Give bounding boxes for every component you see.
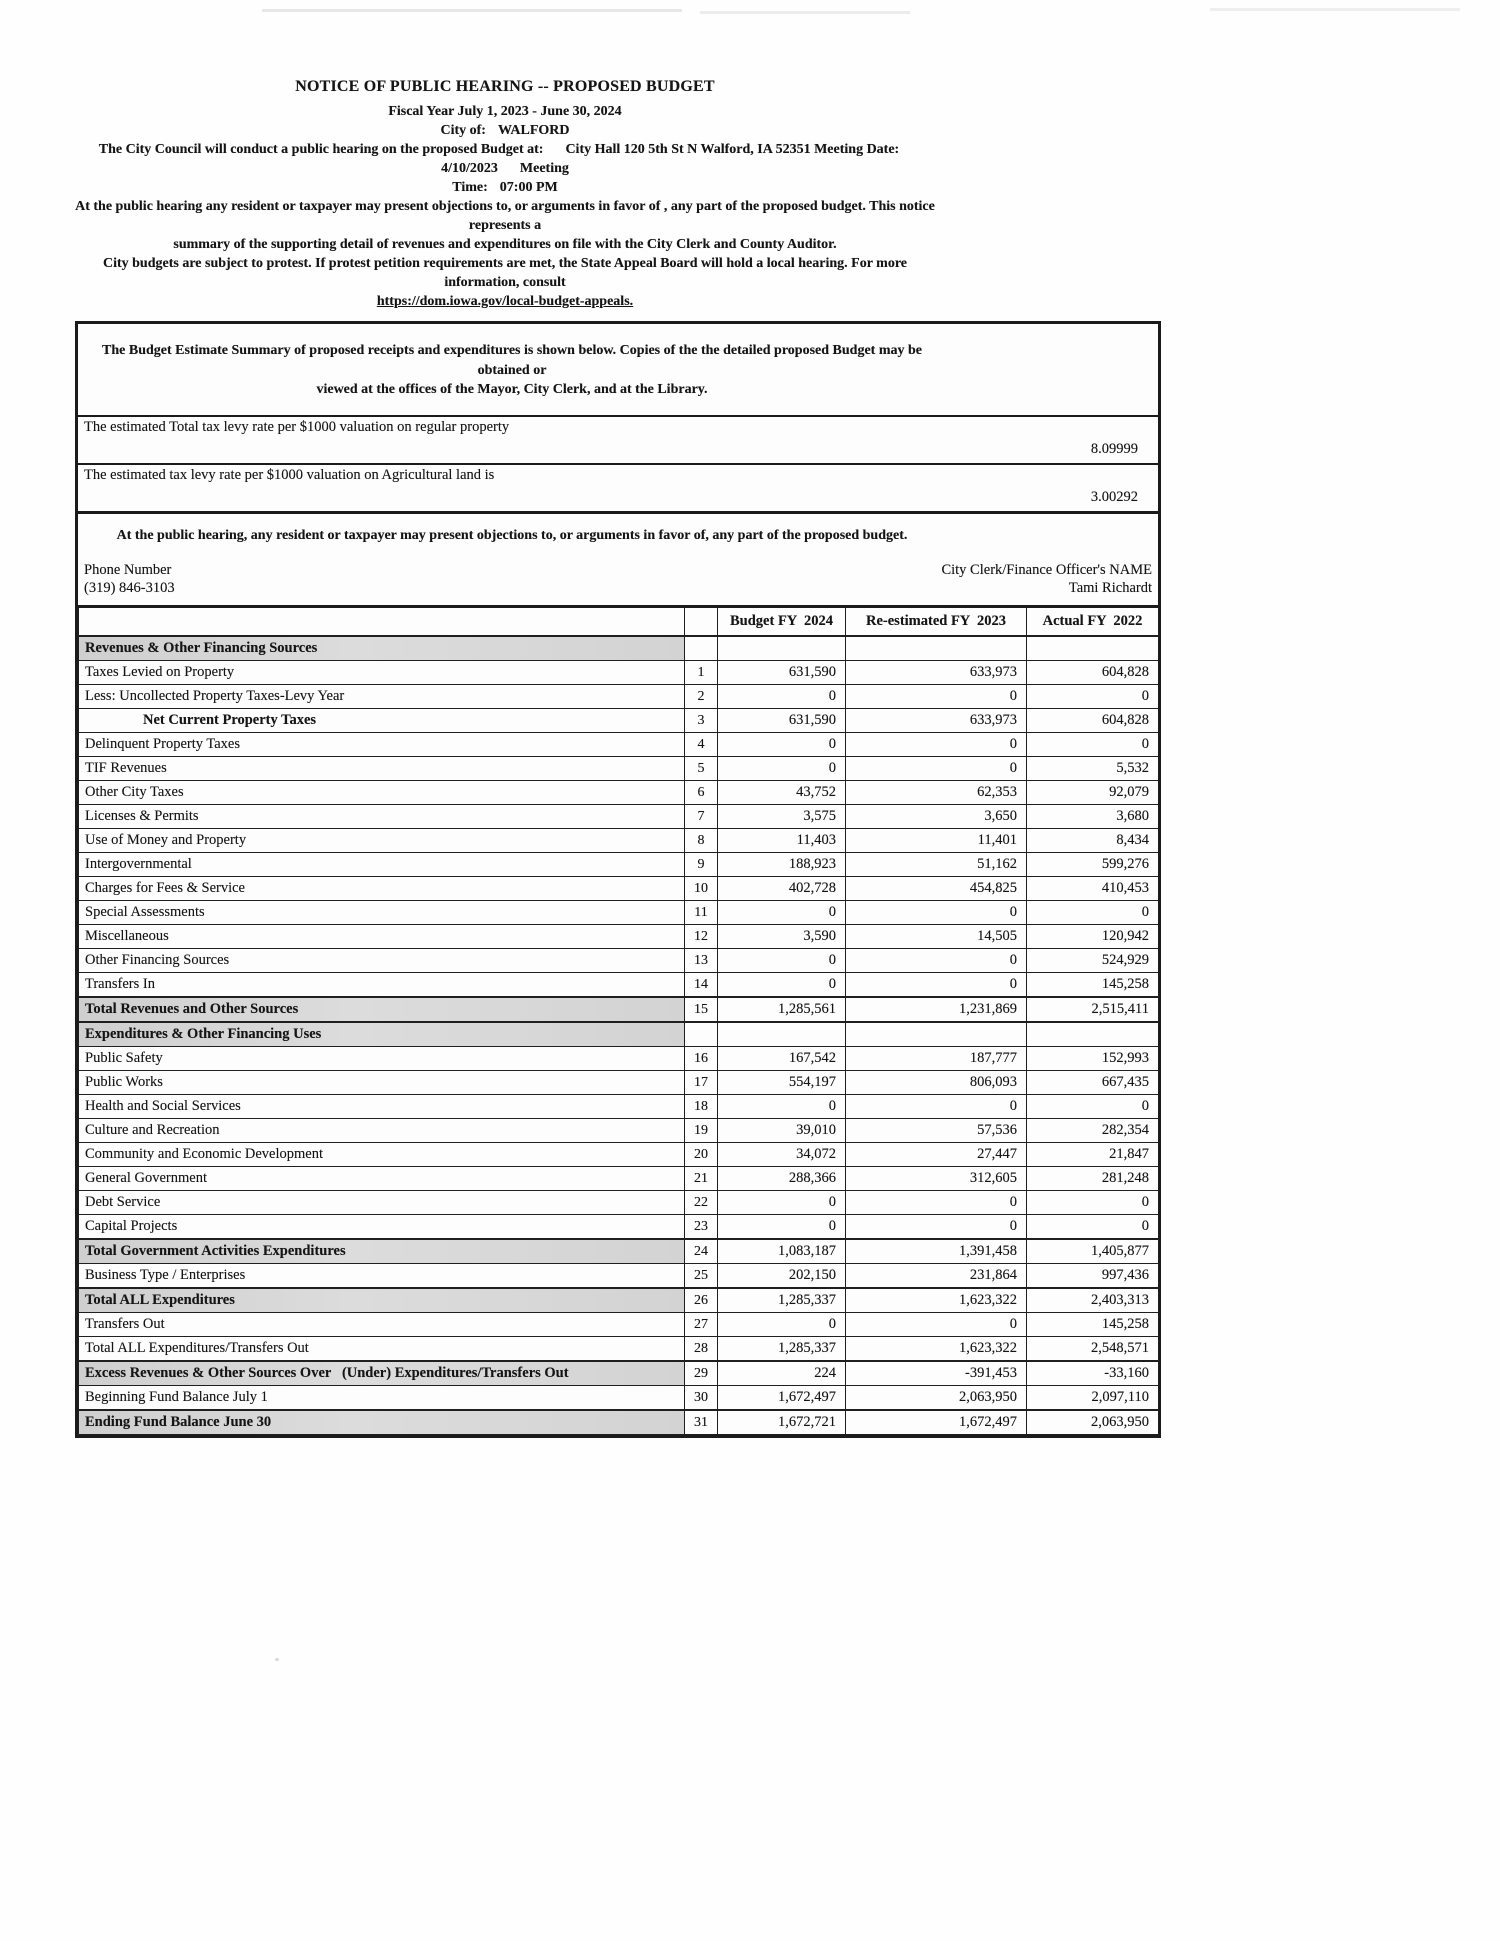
cell-actual-fy2022: 120,942 [1027,925,1159,949]
row-number: 15 [685,997,718,1022]
cell-budget-fy2024: 631,590 [718,661,846,685]
scan-artifact [1210,8,1460,11]
table-row [79,1119,1159,1143]
city-value: WALFORD [497,122,570,138]
section-row [79,636,1159,661]
meeting-date-value: 4/10/2023 [441,160,498,176]
cell-budget-fy2024: 288,366 [718,1167,846,1191]
table-row [79,853,1159,877]
row-number: 11 [685,901,718,925]
table-row [79,1410,1159,1435]
cell-reestimated-fy2023: 312,605 [846,1167,1027,1191]
table-row [79,1313,1159,1337]
cell-budget-fy2024: 0 [718,733,846,757]
cell-budget-fy2024: 3,590 [718,925,846,949]
column-header-reestimated-fy2023: Re-estimated FY 2023 [846,607,1027,637]
cell-reestimated-fy2023: 0 [846,757,1027,781]
cell-actual-fy2022 [1027,636,1159,661]
cell-reestimated-fy2023: 0 [846,1191,1027,1215]
row-label: Intergovernmental [79,853,685,877]
row-number: 1 [685,661,718,685]
table-row [79,901,1159,925]
cell-actual-fy2022: 2,097,110 [1027,1386,1159,1411]
cell-budget-fy2024: 11,403 [718,829,846,853]
cell-budget-fy2024: 0 [718,901,846,925]
cell-actual-fy2022: 5,532 [1027,757,1159,781]
clerk-label: City Clerk/Finance Officer's NAME [941,561,1152,578]
cell-actual-fy2022: 0 [1027,1095,1159,1119]
phone-block [84,561,175,597]
cell-actual-fy2022: 152,993 [1027,1047,1159,1071]
row-number: 3 [685,709,718,733]
cell-budget-fy2024: 1,672,497 [718,1386,846,1411]
cell-reestimated-fy2023: 1,672,497 [846,1410,1027,1435]
row-label: Capital Projects [79,1215,685,1240]
cell-reestimated-fy2023: 0 [846,685,1027,709]
cell-budget-fy2024: 1,285,337 [718,1288,846,1313]
row-number: 7 [685,805,718,829]
cell-budget-fy2024: 224 [718,1361,846,1386]
protest-paragraph: City budgets are subject to protest. If protest petition requirements are met, the State Appeal Board will hold a local hearing. For more information, consult [102,256,908,291]
scan-artifact [262,9,682,12]
cell-actual-fy2022: 92,079 [1027,781,1159,805]
page-title: NOTICE OF PUBLIC HEARING -- PROPOSED BUDGET [295,78,715,95]
cell-actual-fy2022: 8,434 [1027,829,1159,853]
scan-artifact [275,1658,279,1661]
cell-budget-fy2024: 0 [718,1313,846,1337]
clerk-value: Tami Richardt [1068,580,1152,596]
time-label: Time: [452,179,488,195]
table-header-row [79,607,1159,637]
row-label: Public Safety [79,1047,685,1071]
city-line [75,121,935,140]
row-label: Excess Revenues & Other Sources Over (Under) Expenditures/Transfers Out [79,1361,685,1386]
cell-budget-fy2024: 1,285,561 [718,997,846,1022]
cell-budget-fy2024: 554,197 [718,1071,846,1095]
cell-actual-fy2022: 2,063,950 [1027,1410,1159,1435]
cell-reestimated-fy2023 [846,1022,1027,1047]
cell-actual-fy2022 [1027,1022,1159,1047]
cell-reestimated-fy2023: 0 [846,733,1027,757]
row-number: 2 [685,685,718,709]
cell-reestimated-fy2023: 0 [846,973,1027,998]
cell-budget-fy2024: 34,072 [718,1143,846,1167]
levy-regular-label: The estimated Total tax levy rate per $1000 valuation on regular property [84,418,510,435]
table-row [79,1337,1159,1362]
table-row [79,733,1159,757]
row-number: 23 [685,1215,718,1240]
row-label: Total Government Activities Expenditures [79,1239,685,1264]
cell-reestimated-fy2023: 62,353 [846,781,1027,805]
row-number: 8 [685,829,718,853]
cell-reestimated-fy2023: 454,825 [846,877,1027,901]
cell-actual-fy2022: 0 [1027,1215,1159,1240]
cell-reestimated-fy2023: 231,864 [846,1264,1027,1289]
row-number: 4 [685,733,718,757]
table-row [79,1143,1159,1167]
table-row [79,757,1159,781]
row-number: 5 [685,757,718,781]
table-row [79,829,1159,853]
cell-reestimated-fy2023 [846,636,1027,661]
levy-ag-label: The estimated tax levy rate per $1000 valuation on Agricultural land is [84,466,495,483]
cell-reestimated-fy2023: 3,650 [846,805,1027,829]
row-label: Taxes Levied on Property [79,661,685,685]
cell-actual-fy2022: 524,929 [1027,949,1159,973]
row-number: 18 [685,1095,718,1119]
row-label: Less: Uncollected Property Taxes-Levy Year [79,685,685,709]
cell-budget-fy2024: 0 [718,1095,846,1119]
cell-reestimated-fy2023: 0 [846,1313,1027,1337]
cell-reestimated-fy2023: 27,447 [846,1143,1027,1167]
column-header-actual-fy2022: Actual FY 2022 [1027,607,1159,637]
levy-regular-value: 8.09999 [1090,440,1138,457]
scanned-notice-document [75,76,1161,1438]
row-number: 30 [685,1386,718,1411]
row-label: Business Type / Enterprises [79,1264,685,1289]
row-number [685,1022,718,1047]
row-label: General Government [79,1167,685,1191]
cell-actual-fy2022: 1,405,877 [1027,1239,1159,1264]
budget-summary-box [75,321,1161,1438]
cell-budget-fy2024: 0 [718,685,846,709]
row-label: Total Revenues and Other Sources [79,997,685,1022]
table-row [79,685,1159,709]
cell-actual-fy2022: 599,276 [1027,853,1159,877]
cell-budget-fy2024: 202,150 [718,1264,846,1289]
cell-budget-fy2024: 167,542 [718,1047,846,1071]
cell-budget-fy2024: 0 [718,1215,846,1240]
cell-budget-fy2024: 188,923 [718,853,846,877]
budget-appeals-link[interactable]: https://dom.iowa.gov/local-budget-appeals. [376,294,634,310]
cell-budget-fy2024: 0 [718,949,846,973]
table-row [79,1215,1159,1240]
levy-rate-agricultural [78,463,1158,511]
row-label: Special Assessments [79,901,685,925]
header-blank-num [685,607,718,637]
section-label: Expenditures & Other Financing Uses [79,1022,685,1047]
levy-rate-regular [78,415,1158,463]
cell-actual-fy2022: 667,435 [1027,1071,1159,1095]
table-row [79,1361,1159,1386]
cell-actual-fy2022: 2,515,411 [1027,997,1159,1022]
levy-ag-value: 3.00292 [1090,488,1138,505]
row-number: 25 [685,1264,718,1289]
cell-actual-fy2022: 281,248 [1027,1167,1159,1191]
time-value: 07:00 PM [499,179,558,195]
table-row [79,1288,1159,1313]
column-header-budget-fy2024: Budget FY 2024 [718,607,846,637]
row-label: Culture and Recreation [79,1119,685,1143]
cell-reestimated-fy2023: 1,623,322 [846,1337,1027,1362]
cell-reestimated-fy2023: 11,401 [846,829,1027,853]
notice-paragraph: At the public hearing any resident or taxpayer may present objections to, or arguments in favor of , any part of the proposed budget. This notice represents a summary of the supporting detail of revenues and expenditures on file with the City Clerk and County Auditor. [75,198,935,252]
row-number: 9 [685,853,718,877]
row-number: 24 [685,1239,718,1264]
meeting-trail: Meeting [519,160,569,176]
row-label: Other Financing Sources [79,949,685,973]
row-number: 20 [685,1143,718,1167]
row-label: Health and Social Services [79,1095,685,1119]
row-label: TIF Revenues [79,757,685,781]
table-row [79,973,1159,998]
table-row [79,1386,1159,1411]
cell-budget-fy2024: 1,083,187 [718,1239,846,1264]
table-row [79,1047,1159,1071]
row-label: Transfers In [79,973,685,998]
row-label: Total ALL Expenditures/Transfers Out [79,1337,685,1362]
cell-actual-fy2022: 604,828 [1027,709,1159,733]
row-number: 13 [685,949,718,973]
budget-table-body [79,636,1159,1435]
table-row [79,1264,1159,1289]
row-label: Public Works [79,1071,685,1095]
hearing-line [75,140,935,178]
row-label: Ending Fund Balance June 30 [79,1410,685,1435]
table-row [79,1191,1159,1215]
row-label: Charges for Fees & Service [79,877,685,901]
cell-budget-fy2024: 1,672,721 [718,1410,846,1435]
cell-reestimated-fy2023: 57,536 [846,1119,1027,1143]
table-row [79,661,1159,685]
cell-actual-fy2022: 2,403,313 [1027,1288,1159,1313]
table-row [79,925,1159,949]
city-label: City of: [440,122,486,138]
row-label: Debt Service [79,1191,685,1215]
table-row [79,997,1159,1022]
row-label: Total ALL Expenditures [79,1288,685,1313]
table-row [79,949,1159,973]
cell-budget-fy2024: 1,285,337 [718,1337,846,1362]
cell-actual-fy2022: 0 [1027,901,1159,925]
row-label: Use of Money and Property [79,829,685,853]
scan-artifact [700,11,910,14]
budget-table [78,605,1159,1435]
cell-actual-fy2022: 21,847 [1027,1143,1159,1167]
cell-budget-fy2024: 3,575 [718,805,846,829]
row-number: 10 [685,877,718,901]
cell-reestimated-fy2023: 2,063,950 [846,1386,1027,1411]
hearing-value: City Hall 120 5th St N Walford, IA 52351 [565,141,811,157]
clerk-block [941,561,1152,597]
table-row [79,1095,1159,1119]
contact-row [78,556,1158,605]
objections-line: At the public hearing, any resident or taxpayer may present objections to, or arguments in favor of, any part of the proposed budget. [116,527,908,543]
table-row [79,709,1159,733]
cell-reestimated-fy2023: 1,391,458 [846,1239,1027,1264]
cell-reestimated-fy2023: 1,623,322 [846,1288,1027,1313]
cell-reestimated-fy2023: 14,505 [846,925,1027,949]
cell-actual-fy2022: 0 [1027,685,1159,709]
row-label: Other City Taxes [79,781,685,805]
cell-reestimated-fy2023: 1,231,869 [846,997,1027,1022]
cell-budget-fy2024 [718,1022,846,1047]
cell-actual-fy2022: 145,258 [1027,1313,1159,1337]
row-number: 14 [685,973,718,998]
cell-reestimated-fy2023: 51,162 [846,853,1027,877]
cell-actual-fy2022: 410,453 [1027,877,1159,901]
row-number: 27 [685,1313,718,1337]
section-row [79,1022,1159,1047]
row-label: Beginning Fund Balance July 1 [79,1386,685,1411]
cell-budget-fy2024: 0 [718,973,846,998]
row-number: 6 [685,781,718,805]
row-label: Net Current Property Taxes [79,709,685,733]
cell-reestimated-fy2023: 187,777 [846,1047,1027,1071]
meeting-date-label: Meeting Date: [814,141,900,157]
table-row [79,781,1159,805]
row-number: 22 [685,1191,718,1215]
cell-reestimated-fy2023: 0 [846,901,1027,925]
table-row [79,805,1159,829]
phone-label: Phone Number [84,561,172,578]
row-number: 19 [685,1119,718,1143]
cell-actual-fy2022: 997,436 [1027,1264,1159,1289]
cell-actual-fy2022: 2,548,571 [1027,1337,1159,1362]
cell-budget-fy2024: 43,752 [718,781,846,805]
meeting-time-line [75,178,935,197]
row-label: Community and Economic Development [79,1143,685,1167]
cell-actual-fy2022: 3,680 [1027,805,1159,829]
cell-actual-fy2022: 145,258 [1027,973,1159,998]
cell-budget-fy2024: 631,590 [718,709,846,733]
cell-budget-fy2024: 0 [718,757,846,781]
table-row [79,877,1159,901]
cell-actual-fy2022: 604,828 [1027,661,1159,685]
row-number: 29 [685,1361,718,1386]
cell-reestimated-fy2023: 806,093 [846,1071,1027,1095]
fiscal-year-line: Fiscal Year July 1, 2023 - June 30, 2024 [388,103,622,119]
hearing-label: The City Council will conduct a public hearing on the proposed Budget at: [98,141,544,157]
row-label: Delinquent Property Taxes [79,733,685,757]
row-number: 21 [685,1167,718,1191]
row-label: Licenses & Permits [79,805,685,829]
notice-header [75,76,935,311]
section-label: Revenues & Other Financing Sources [79,636,685,661]
header-blank-label [79,607,685,637]
cell-reestimated-fy2023: 0 [846,1215,1027,1240]
row-label: Miscellaneous [79,925,685,949]
cell-actual-fy2022: 0 [1027,1191,1159,1215]
row-number: 17 [685,1071,718,1095]
cell-budget-fy2024: 39,010 [718,1119,846,1143]
row-number: 26 [685,1288,718,1313]
summary-intro: The Budget Estimate Summary of proposed receipts and expenditures is shown below. Copies of the the detailed proposed Budget may be obtained or viewed at the offices of the Mayor, City Clerk, and at the Library. [102,343,922,398]
cell-actual-fy2022: 282,354 [1027,1119,1159,1143]
row-number: 16 [685,1047,718,1071]
table-row [79,1239,1159,1264]
cell-reestimated-fy2023: -391,453 [846,1361,1027,1386]
table-row [79,1167,1159,1191]
row-number: 12 [685,925,718,949]
cell-budget-fy2024: 0 [718,1191,846,1215]
row-number: 31 [685,1410,718,1435]
row-number: 28 [685,1337,718,1362]
table-row [79,1071,1159,1095]
cell-reestimated-fy2023: 0 [846,949,1027,973]
cell-actual-fy2022: -33,160 [1027,1361,1159,1386]
row-number [685,636,718,661]
row-label: Transfers Out [79,1313,685,1337]
cell-reestimated-fy2023: 633,973 [846,661,1027,685]
cell-reestimated-fy2023: 633,973 [846,709,1027,733]
cell-actual-fy2022: 0 [1027,733,1159,757]
cell-budget-fy2024: 402,728 [718,877,846,901]
cell-reestimated-fy2023: 0 [846,1095,1027,1119]
cell-budget-fy2024 [718,636,846,661]
phone-value: (319) 846-3103 [84,580,175,596]
